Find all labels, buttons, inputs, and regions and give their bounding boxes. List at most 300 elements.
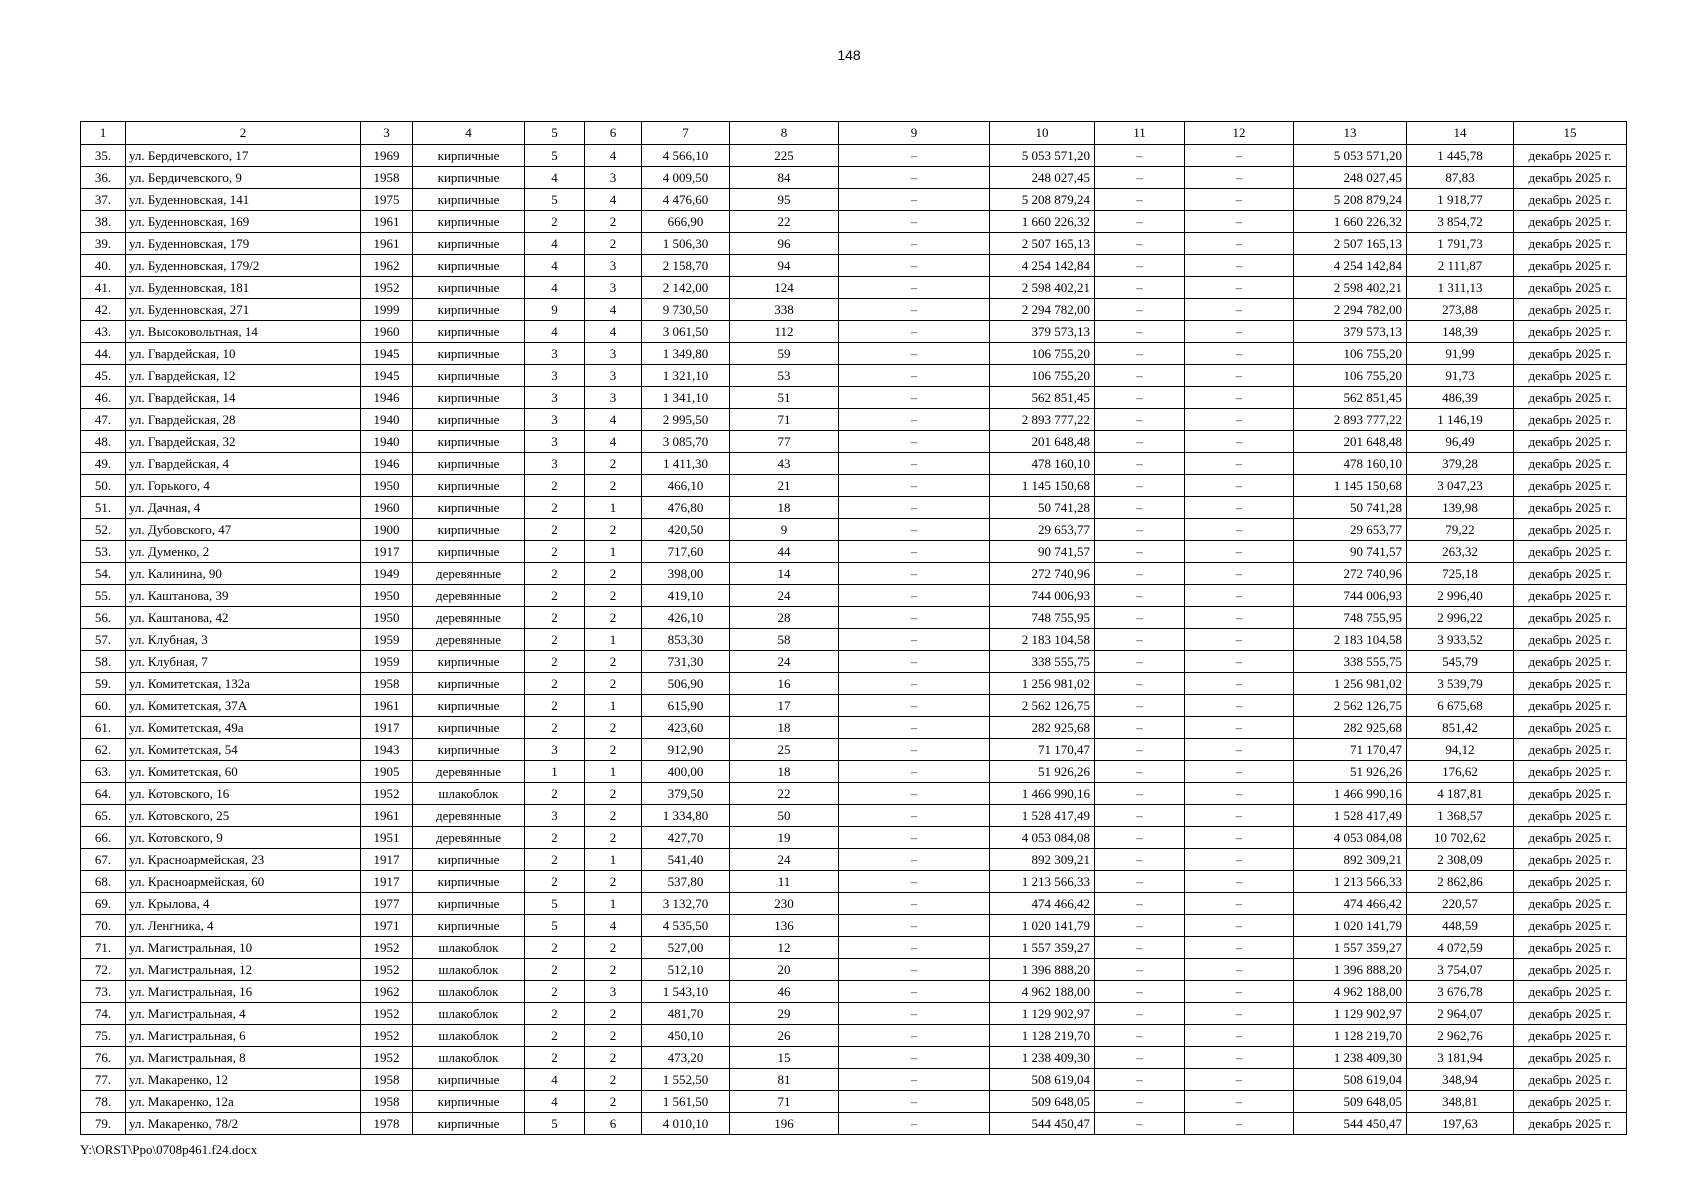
cell-floors: 4 [525, 255, 585, 277]
cell-col-9: – [839, 431, 990, 453]
cell-area: 1 552,50 [642, 1069, 730, 1091]
cell-address: ул. Клубная, 7 [126, 651, 361, 673]
cell-col-9: – [839, 365, 990, 387]
cell-row-number: 53. [81, 541, 126, 563]
cell-wall-material: кирпичные [413, 211, 525, 233]
cell-deadline: декабрь 2025 г. [1514, 255, 1627, 277]
cell-residents: 95 [730, 189, 839, 211]
cell-col-11: – [1095, 365, 1185, 387]
cell-entrances: 4 [585, 915, 642, 937]
cell-year-built: 1969 [361, 145, 413, 167]
cell-entrances: 2 [585, 959, 642, 981]
cell-col-11: – [1095, 321, 1185, 343]
cell-address: ул. Котовского, 16 [126, 783, 361, 805]
cell-entrances: 2 [585, 585, 642, 607]
cell-col-13: 478 160,10 [1294, 453, 1407, 475]
cell-col-14: 94,12 [1407, 739, 1514, 761]
cell-col-14: 139,98 [1407, 497, 1514, 519]
cell-residents: 94 [730, 255, 839, 277]
cell-address: ул. Буденновская, 179/2 [126, 255, 361, 277]
table-row [81, 541, 1627, 563]
cell-residents: 12 [730, 937, 839, 959]
column-number-5: 5 [525, 122, 585, 145]
cell-floors: 2 [525, 673, 585, 695]
table-row [81, 299, 1627, 321]
cell-address: ул. Крылова, 4 [126, 893, 361, 915]
cell-col-9: – [839, 519, 990, 541]
cell-area: 1 411,30 [642, 453, 730, 475]
cell-residents: 17 [730, 695, 839, 717]
cell-residents: 59 [730, 343, 839, 365]
cell-year-built: 1943 [361, 739, 413, 761]
cell-deadline: декабрь 2025 г. [1514, 585, 1627, 607]
cell-floors: 5 [525, 893, 585, 915]
table-row [81, 673, 1627, 695]
cell-row-number: 64. [81, 783, 126, 805]
cell-year-built: 1952 [361, 1047, 413, 1069]
cell-col-10: 474 466,42 [990, 893, 1095, 915]
cell-area: 426,10 [642, 607, 730, 629]
cell-row-number: 46. [81, 387, 126, 409]
cell-col-12: – [1185, 739, 1294, 761]
cell-row-number: 43. [81, 321, 126, 343]
cell-row-number: 66. [81, 827, 126, 849]
cell-col-10: 478 160,10 [990, 453, 1095, 475]
cell-address: ул. Макаренко, 78/2 [126, 1113, 361, 1135]
cell-col-10: 338 555,75 [990, 651, 1095, 673]
cell-floors: 1 [525, 761, 585, 783]
cell-area: 3 061,50 [642, 321, 730, 343]
cell-floors: 5 [525, 915, 585, 937]
cell-year-built: 1959 [361, 651, 413, 673]
cell-deadline: декабрь 2025 г. [1514, 321, 1627, 343]
cell-wall-material: шлакоблок [413, 1003, 525, 1025]
cell-wall-material: кирпичные [413, 453, 525, 475]
column-number-1: 1 [81, 122, 126, 145]
cell-wall-material: кирпичные [413, 167, 525, 189]
cell-col-11: – [1095, 387, 1185, 409]
cell-floors: 2 [525, 607, 585, 629]
cell-area: 419,10 [642, 585, 730, 607]
cell-col-11: – [1095, 167, 1185, 189]
table-row [81, 409, 1627, 431]
cell-row-number: 72. [81, 959, 126, 981]
cell-address: ул. Магистральная, 4 [126, 1003, 361, 1025]
cell-wall-material: кирпичные [413, 673, 525, 695]
cell-col-10: 1 660 226,32 [990, 211, 1095, 233]
cell-col-10: 2 893 777,22 [990, 409, 1095, 431]
cell-entrances: 2 [585, 453, 642, 475]
cell-floors: 2 [525, 497, 585, 519]
cell-residents: 53 [730, 365, 839, 387]
column-number-14: 14 [1407, 122, 1514, 145]
cell-col-9: – [839, 981, 990, 1003]
cell-area: 717,60 [642, 541, 730, 563]
cell-col-12: – [1185, 629, 1294, 651]
cell-deadline: декабрь 2025 г. [1514, 783, 1627, 805]
cell-row-number: 47. [81, 409, 126, 431]
cell-wall-material: кирпичные [413, 145, 525, 167]
cell-col-10: 1 557 359,27 [990, 937, 1095, 959]
cell-col-13: 5 053 571,20 [1294, 145, 1407, 167]
cell-residents: 50 [730, 805, 839, 827]
cell-col-9: – [839, 1003, 990, 1025]
cell-col-12: – [1185, 255, 1294, 277]
cell-col-10: 892 309,21 [990, 849, 1095, 871]
table-row [81, 871, 1627, 893]
cell-col-12: – [1185, 607, 1294, 629]
cell-floors: 2 [525, 827, 585, 849]
cell-floors: 9 [525, 299, 585, 321]
cell-year-built: 1958 [361, 673, 413, 695]
cell-col-11: – [1095, 541, 1185, 563]
cell-deadline: декабрь 2025 г. [1514, 1069, 1627, 1091]
cell-col-14: 3 854,72 [1407, 211, 1514, 233]
cell-row-number: 36. [81, 167, 126, 189]
cell-col-9: – [839, 189, 990, 211]
page-number: 148 [837, 47, 861, 63]
cell-col-13: 1 020 141,79 [1294, 915, 1407, 937]
table-row [81, 211, 1627, 233]
cell-col-10: 1 145 150,68 [990, 475, 1095, 497]
cell-row-number: 58. [81, 651, 126, 673]
cell-col-10: 50 741,28 [990, 497, 1095, 519]
cell-year-built: 1917 [361, 871, 413, 893]
cell-deadline: декабрь 2025 г. [1514, 343, 1627, 365]
cell-residents: 338 [730, 299, 839, 321]
cell-year-built: 1952 [361, 937, 413, 959]
cell-col-10: 2 507 165,13 [990, 233, 1095, 255]
cell-area: 537,80 [642, 871, 730, 893]
cell-entrances: 4 [585, 299, 642, 321]
cell-address: ул. Магистральная, 16 [126, 981, 361, 1003]
cell-col-10: 2 294 782,00 [990, 299, 1095, 321]
cell-col-9: – [839, 651, 990, 673]
cell-col-9: – [839, 827, 990, 849]
cell-year-built: 1977 [361, 893, 413, 915]
cell-col-9: – [839, 893, 990, 915]
cell-row-number: 68. [81, 871, 126, 893]
cell-deadline: декабрь 2025 г. [1514, 761, 1627, 783]
cell-residents: 43 [730, 453, 839, 475]
cell-col-11: – [1095, 717, 1185, 739]
cell-wall-material: кирпичные [413, 299, 525, 321]
cell-row-number: 77. [81, 1069, 126, 1091]
cell-area: 1 543,10 [642, 981, 730, 1003]
cell-col-9: – [839, 277, 990, 299]
cell-floors: 2 [525, 849, 585, 871]
cell-col-10: 1 128 219,70 [990, 1025, 1095, 1047]
table-row [81, 607, 1627, 629]
cell-year-built: 1962 [361, 981, 413, 1003]
cell-col-9: – [839, 871, 990, 893]
cell-residents: 26 [730, 1025, 839, 1047]
cell-floors: 2 [525, 563, 585, 585]
cell-area: 2 142,00 [642, 277, 730, 299]
cell-col-9: – [839, 585, 990, 607]
table-row [81, 387, 1627, 409]
cell-area: 400,00 [642, 761, 730, 783]
cell-area: 398,00 [642, 563, 730, 585]
cell-floors: 2 [525, 1003, 585, 1025]
cell-wall-material: деревянные [413, 827, 525, 849]
cell-year-built: 1962 [361, 255, 413, 277]
cell-floors: 2 [525, 585, 585, 607]
cell-row-number: 44. [81, 343, 126, 365]
cell-row-number: 61. [81, 717, 126, 739]
cell-residents: 22 [730, 783, 839, 805]
cell-col-9: – [839, 717, 990, 739]
cell-col-14: 2 996,40 [1407, 585, 1514, 607]
cell-residents: 124 [730, 277, 839, 299]
cell-year-built: 1950 [361, 585, 413, 607]
cell-entrances: 1 [585, 497, 642, 519]
cell-row-number: 48. [81, 431, 126, 453]
cell-col-10: 4 053 084,08 [990, 827, 1095, 849]
cell-wall-material: кирпичные [413, 497, 525, 519]
cell-row-number: 51. [81, 497, 126, 519]
cell-address: ул. Гвардейская, 14 [126, 387, 361, 409]
cell-col-12: – [1185, 365, 1294, 387]
cell-address: ул. Комитетская, 132а [126, 673, 361, 695]
cell-col-14: 87,83 [1407, 167, 1514, 189]
cell-col-12: – [1185, 233, 1294, 255]
cell-col-12: – [1185, 497, 1294, 519]
cell-wall-material: кирпичные [413, 541, 525, 563]
cell-row-number: 41. [81, 277, 126, 299]
cell-entrances: 3 [585, 343, 642, 365]
cell-col-12: – [1185, 1047, 1294, 1069]
cell-residents: 15 [730, 1047, 839, 1069]
cell-address: ул. Комитетская, 60 [126, 761, 361, 783]
cell-area: 1 506,30 [642, 233, 730, 255]
cell-col-9: – [839, 321, 990, 343]
cell-address: ул. Бердичевского, 17 [126, 145, 361, 167]
cell-col-13: 892 309,21 [1294, 849, 1407, 871]
cell-address: ул. Магистральная, 8 [126, 1047, 361, 1069]
cell-residents: 21 [730, 475, 839, 497]
cell-address: ул. Макаренко, 12 [126, 1069, 361, 1091]
cell-col-13: 379 573,13 [1294, 321, 1407, 343]
cell-residents: 19 [730, 827, 839, 849]
cell-col-9: – [839, 783, 990, 805]
cell-wall-material: кирпичные [413, 1113, 525, 1135]
cell-col-10: 1 396 888,20 [990, 959, 1095, 981]
cell-col-11: – [1095, 739, 1185, 761]
cell-residents: 18 [730, 497, 839, 519]
cell-deadline: декабрь 2025 г. [1514, 651, 1627, 673]
cell-col-9: – [839, 563, 990, 585]
cell-col-9: – [839, 475, 990, 497]
cell-col-11: – [1095, 981, 1185, 1003]
cell-year-built: 1961 [361, 233, 413, 255]
cell-col-12: – [1185, 651, 1294, 673]
cell-col-9: – [839, 629, 990, 651]
cell-area: 4 476,60 [642, 189, 730, 211]
cell-row-number: 76. [81, 1047, 126, 1069]
cell-year-built: 1952 [361, 1025, 413, 1047]
table-row [81, 585, 1627, 607]
cell-entrances: 2 [585, 1091, 642, 1113]
cell-col-11: – [1095, 189, 1185, 211]
cell-col-9: – [839, 497, 990, 519]
table-row [81, 431, 1627, 453]
cell-area: 9 730,50 [642, 299, 730, 321]
cell-row-number: 54. [81, 563, 126, 585]
cell-col-9: – [839, 915, 990, 937]
cell-col-14: 1 311,13 [1407, 277, 1514, 299]
cell-area: 4 535,50 [642, 915, 730, 937]
cell-deadline: декабрь 2025 г. [1514, 959, 1627, 981]
cell-col-14: 2 862,86 [1407, 871, 1514, 893]
cell-area: 506,90 [642, 673, 730, 695]
cell-col-13: 2 562 126,75 [1294, 695, 1407, 717]
cell-col-11: – [1095, 497, 1185, 519]
cell-floors: 2 [525, 717, 585, 739]
table-row [81, 233, 1627, 255]
cell-floors: 2 [525, 651, 585, 673]
cell-col-14: 2 111,87 [1407, 255, 1514, 277]
cell-row-number: 45. [81, 365, 126, 387]
cell-wall-material: кирпичные [413, 871, 525, 893]
cell-col-9: – [839, 805, 990, 827]
cell-deadline: декабрь 2025 г. [1514, 299, 1627, 321]
cell-col-10: 1 238 409,30 [990, 1047, 1095, 1069]
cell-deadline: декабрь 2025 г. [1514, 937, 1627, 959]
cell-col-14: 348,94 [1407, 1069, 1514, 1091]
cell-col-10: 5 208 879,24 [990, 189, 1095, 211]
cell-entrances: 3 [585, 365, 642, 387]
cell-year-built: 1950 [361, 475, 413, 497]
cell-col-9: – [839, 233, 990, 255]
cell-address: ул. Гвардейская, 10 [126, 343, 361, 365]
cell-entrances: 4 [585, 431, 642, 453]
cell-floors: 3 [525, 739, 585, 761]
cell-address: ул. Клубная, 3 [126, 629, 361, 651]
cell-residents: 71 [730, 1091, 839, 1113]
cell-residents: 58 [730, 629, 839, 651]
cell-col-11: – [1095, 607, 1185, 629]
cell-col-10: 2 598 402,21 [990, 277, 1095, 299]
cell-wall-material: деревянные [413, 629, 525, 651]
cell-col-14: 379,28 [1407, 453, 1514, 475]
cell-entrances: 2 [585, 475, 642, 497]
cell-area: 541,40 [642, 849, 730, 871]
cell-year-built: 1978 [361, 1113, 413, 1135]
cell-col-9: – [839, 167, 990, 189]
cell-residents: 24 [730, 849, 839, 871]
cell-area: 4 009,50 [642, 167, 730, 189]
cell-address: ул. Буденновская, 181 [126, 277, 361, 299]
housing-register-table [80, 121, 1627, 1135]
cell-residents: 84 [730, 167, 839, 189]
cell-col-13: 1 466 990,16 [1294, 783, 1407, 805]
table-row [81, 629, 1627, 651]
cell-col-12: – [1185, 1025, 1294, 1047]
cell-col-11: – [1095, 849, 1185, 871]
cell-col-13: 4 053 084,08 [1294, 827, 1407, 849]
cell-residents: 196 [730, 1113, 839, 1135]
cell-col-9: – [839, 607, 990, 629]
file-path-footer: Y:\ORST\Ppo\0708p461.f24.docx [80, 1142, 258, 1157]
cell-col-13: 1 128 219,70 [1294, 1025, 1407, 1047]
cell-entrances: 3 [585, 277, 642, 299]
cell-area: 512,10 [642, 959, 730, 981]
cell-floors: 2 [525, 211, 585, 233]
cell-col-9: – [839, 453, 990, 475]
cell-wall-material: кирпичные [413, 343, 525, 365]
cell-year-built: 1945 [361, 365, 413, 387]
table-row [81, 849, 1627, 871]
table-row [81, 365, 1627, 387]
table-row [81, 827, 1627, 849]
cell-residents: 24 [730, 585, 839, 607]
cell-wall-material: кирпичные [413, 387, 525, 409]
cell-floors: 5 [525, 189, 585, 211]
cell-year-built: 1999 [361, 299, 413, 321]
cell-residents: 11 [730, 871, 839, 893]
cell-deadline: декабрь 2025 г. [1514, 893, 1627, 915]
cell-entrances: 2 [585, 211, 642, 233]
cell-col-9: – [839, 1069, 990, 1091]
cell-col-14: 2 964,07 [1407, 1003, 1514, 1025]
cell-col-11: – [1095, 299, 1185, 321]
cell-wall-material: шлакоблок [413, 1025, 525, 1047]
table-row [81, 145, 1627, 167]
cell-wall-material: деревянные [413, 607, 525, 629]
cell-row-number: 67. [81, 849, 126, 871]
cell-row-number: 39. [81, 233, 126, 255]
cell-col-13: 4 254 142,84 [1294, 255, 1407, 277]
cell-col-12: – [1185, 1069, 1294, 1091]
cell-col-12: – [1185, 189, 1294, 211]
cell-col-11: – [1095, 827, 1185, 849]
table-row [81, 167, 1627, 189]
cell-col-14: 545,79 [1407, 651, 1514, 673]
cell-wall-material: кирпичные [413, 255, 525, 277]
cell-floors: 2 [525, 783, 585, 805]
cell-year-built: 1949 [361, 563, 413, 585]
cell-residents: 96 [730, 233, 839, 255]
cell-col-11: – [1095, 211, 1185, 233]
cell-residents: 71 [730, 409, 839, 431]
cell-address: ул. Котовского, 25 [126, 805, 361, 827]
cell-floors: 2 [525, 937, 585, 959]
cell-address: ул. Буденновская, 179 [126, 233, 361, 255]
cell-col-13: 1 129 902,97 [1294, 1003, 1407, 1025]
cell-address: ул. Калинина, 90 [126, 563, 361, 585]
cell-entrances: 2 [585, 563, 642, 585]
cell-address: ул. Комитетская, 37А [126, 695, 361, 717]
cell-floors: 4 [525, 1091, 585, 1113]
cell-col-10: 201 648,48 [990, 431, 1095, 453]
cell-col-9: – [839, 1047, 990, 1069]
cell-col-12: – [1185, 871, 1294, 893]
cell-col-14: 263,32 [1407, 541, 1514, 563]
cell-col-14: 2 308,09 [1407, 849, 1514, 871]
cell-col-11: – [1095, 453, 1185, 475]
cell-entrances: 2 [585, 1047, 642, 1069]
cell-entrances: 1 [585, 761, 642, 783]
cell-col-10: 1 256 981,02 [990, 673, 1095, 695]
table-row [81, 695, 1627, 717]
cell-wall-material: кирпичные [413, 189, 525, 211]
cell-row-number: 71. [81, 937, 126, 959]
cell-address: ул. Буденновская, 169 [126, 211, 361, 233]
cell-deadline: декабрь 2025 г. [1514, 1047, 1627, 1069]
table-row [81, 321, 1627, 343]
cell-deadline: декабрь 2025 г. [1514, 849, 1627, 871]
